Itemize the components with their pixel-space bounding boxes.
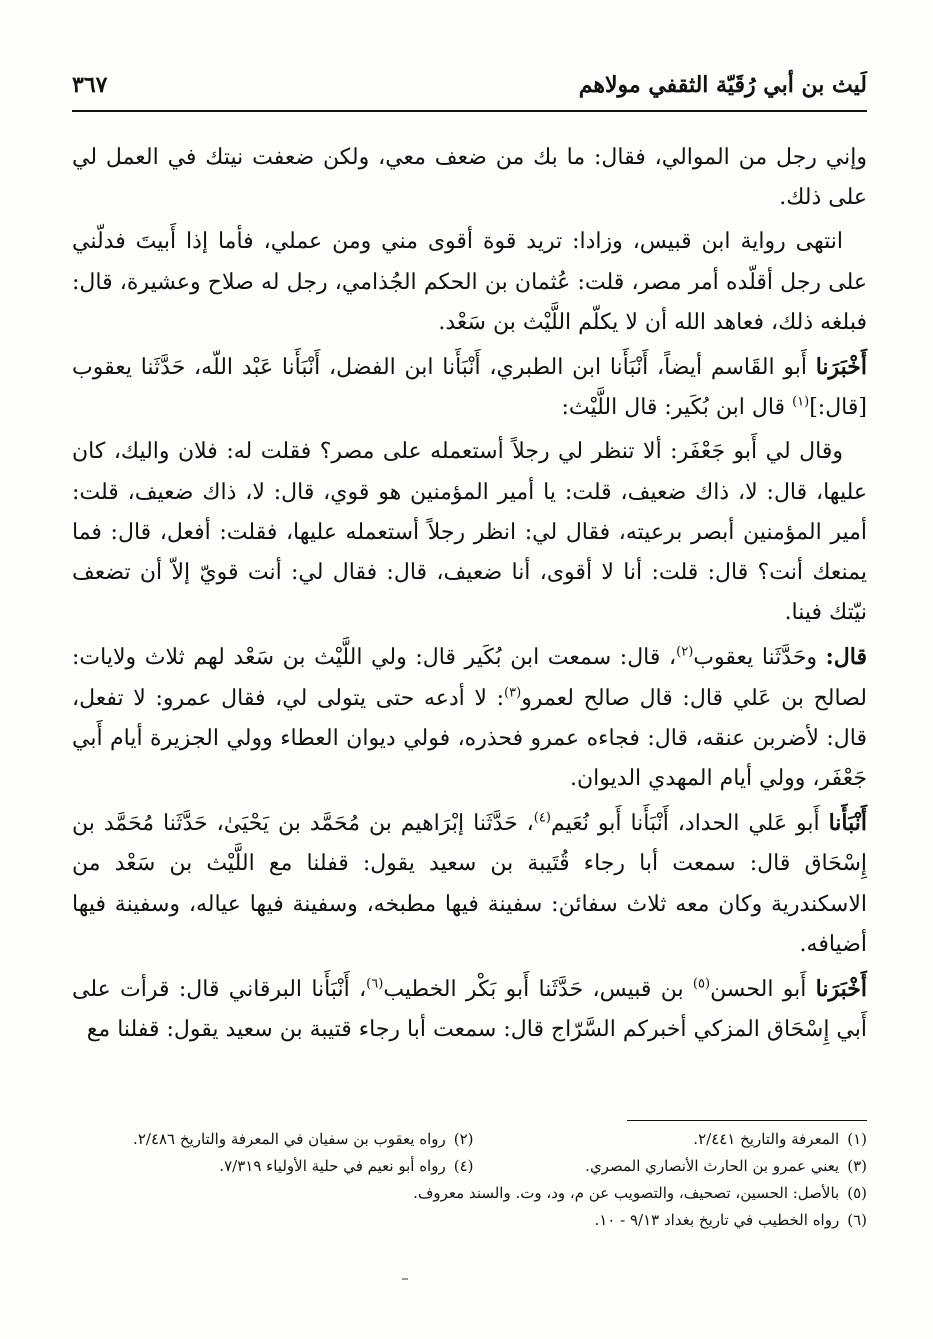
footnote-text: رواه أبو نعيم في حلية الأولياء ٧/٣١٩. xyxy=(219,1157,446,1175)
paragraph xyxy=(72,969,867,1050)
footnote-reference: (٣) xyxy=(504,685,522,701)
footnote-separator xyxy=(627,1120,867,1121)
paragraph-text: أَبو القَاسم أيضاً، أَنْبَأَنا ابن الطبري، أَنْبَأَنا ابن الفضل، أَنْبَأَنا عَبْد اللّه، حَدَّثَنا يعقوب [قال:] xyxy=(72,355,867,421)
paragraph xyxy=(72,347,867,428)
isnad-keyword: أَخْبَرَنا xyxy=(815,976,867,1003)
footnote-1 xyxy=(474,1126,868,1153)
footnote-text: رواه الخطيب في تاريخ بغداد ٩/١٣ - ١٠. xyxy=(594,1211,840,1229)
page-mark xyxy=(402,1278,408,1280)
paragraph-text: وإني رجل من الموالي، فقال: ما بك من ضعف معي، ولكن ضعفت نيتك في العمل لي على ذلك. xyxy=(72,145,867,211)
paragraph-text: ، أَنْبَأَنا البرقاني قال: قرأت على أَبي إِسْحَاق المزكي أخبركم السَّرّاج قال: سمعت أبا رجاء قتيبة بن سعيد يقول: قفلنا مع xyxy=(72,977,867,1043)
footnote-4 xyxy=(80,1153,474,1180)
footnote-3 xyxy=(474,1153,868,1180)
paragraph-text: بن قبيس، حَدَّثَنا أَبو بَكْر الخطيب xyxy=(383,977,693,1003)
paragraph-text: أَبو عَلي الحداد، أَنْبَأَنا أَبو نُعَيم xyxy=(550,811,829,837)
footnote-number: (٥) xyxy=(847,1184,867,1202)
footnote-row xyxy=(80,1180,867,1207)
paragraph xyxy=(72,803,867,965)
paragraph-text: قال ابن بُكَير: قال اللَّيْث: xyxy=(561,395,793,421)
paragraph-text: أَبو الحسن xyxy=(710,977,816,1003)
paragraph-text: ، قال: سمعت ابن بُكَير قال: ولي اللَّيْث بن سَعْد لهم ثلاث ولايات: لصالح بن عَلي قال: قال صالح لعمرو xyxy=(72,645,867,711)
paragraph-text: ، حَدَّثَنا إبْرَاهيم بن مُحَمَّد بن يَحْيَىٰ، حَدَّثَنا مُحَمَّد بن إِسْحَاق قال: سمعت أبا رجاء قُتَيبة بن سعيد يقول: قفلنا مع اللَّيْث بن سَعْد من الاسكندرية وكان معه ثلاث سفائن: سفينة فيها مطبخه، وسفينة فيها عياله، وسفينة فيها أضيافه. xyxy=(72,811,867,957)
paragraph-text: انتهى رواية ابن قبيس، وزادا: تريد قوة أقوى مني ومن عملي، فأما إذا أَبيتَ فدلّني على رجل أقلّده أمر مصر، قلت: عُثمان بن الحكم الجُذامي، رجل له صلاح وعشيرة، قال: فبلغه ذلك، فعاهد الله أن لا يكلّم اللَّيْث بن سَعْد. xyxy=(72,229,867,335)
footnote-text: رواه يعقوب بن سفيان في المعرفة والتاريخ ٢/٤٨٦. xyxy=(133,1130,446,1148)
paragraph xyxy=(72,637,867,799)
footnote-reference: (٥) xyxy=(692,976,711,992)
footnote-text: المعرفة والتاريخ ٢/٤٤١. xyxy=(693,1130,840,1148)
footnote-6 xyxy=(80,1207,867,1234)
footnote-row xyxy=(80,1153,867,1180)
footnote-reference: (١) xyxy=(792,394,810,410)
footnote-number: (٤) xyxy=(453,1157,474,1175)
footnote-number: (١) xyxy=(847,1130,867,1148)
footnote-number: (٢) xyxy=(453,1130,474,1148)
footnote-reference: (٢) xyxy=(676,645,694,661)
isnad-keyword: قال: xyxy=(825,644,867,671)
paragraph-text: : لا أدعه حتى يتولى لي، فقال عمرو: لا تفعل، قال: لأضربن عنقه، قال: فجاءه عمرو فحذره، فولي ديوان العطاء وولي الجزيرة أيام أَبي جَعْفَر، وولي أيام المهدي الديوان. xyxy=(72,685,867,792)
running-title: لَيث بن أبي رُقَيّة الثقفي مولاهم xyxy=(578,72,867,98)
page-header xyxy=(72,60,867,112)
footnote-row xyxy=(80,1126,867,1153)
footnote-reference: (٤) xyxy=(533,810,551,826)
footnote-number: (٣) xyxy=(847,1157,867,1175)
footnote-text: يعني عمرو بن الحارث الأنصاري المصري. xyxy=(585,1157,840,1175)
isnad-keyword: أَخْبَرَنا xyxy=(815,354,868,381)
footnote-2 xyxy=(80,1126,474,1153)
page-number: ٣٦٧ xyxy=(72,72,108,98)
paragraph-text: وحَدَّثَنا يعقوب xyxy=(693,645,826,671)
footnotes xyxy=(80,1126,867,1234)
footnote-text: بالأصل: الحسين، تصحيف، والتصويب عن م، ود، وت. والسند معروف. xyxy=(413,1184,840,1202)
main-text xyxy=(72,138,867,1054)
footnote-number: (٦) xyxy=(847,1211,867,1229)
paragraph-text: وقال لي أَبو جَعْفَر: ألا تنظر لي رجلاً أستعمله على مصر؟ فقلت له: فلان واليك، كان عليها، قال: لا، ذاك ضعيف، قلت: يا أمير المؤمنين هو قوي، قال: لا، ذاك ضعيف، قلت: أمير المؤمنين أبصر برعيته، فقال لي: انظر رجلاً أستعمله عليها، فقلت: أفعل، قال: فما يمنعك أنت؟ قال: قلت: أنا لا أقوى، أنا ضعيف، قال: فقال لي: أنت قويّ إلاّ أن تضعف نيّتك فينا. xyxy=(72,439,868,626)
paragraph xyxy=(72,222,867,343)
footnote-row xyxy=(80,1207,867,1234)
footnote-reference: (٦) xyxy=(366,976,384,992)
footnote-5 xyxy=(80,1180,867,1207)
paragraph xyxy=(72,432,867,633)
isnad-keyword: أَنْبَأَنا xyxy=(828,810,867,837)
paragraph xyxy=(72,138,867,218)
